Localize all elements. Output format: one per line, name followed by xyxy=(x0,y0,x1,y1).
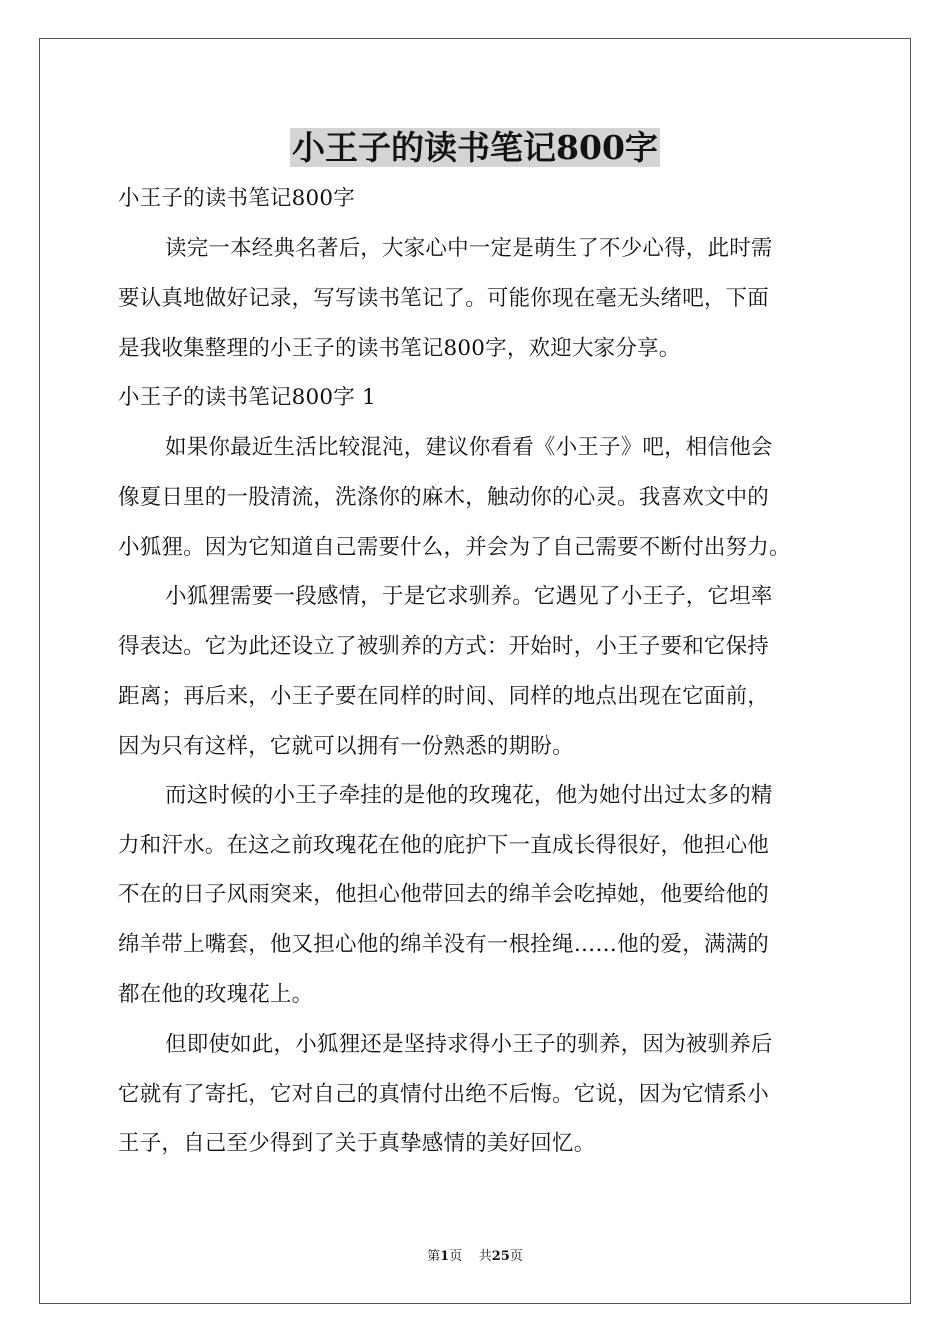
total-suffix: 页 xyxy=(509,1249,523,1264)
paragraph-line: 而这时候的小王子牵挂的是他的玫瑰花，他为她付出过太多的精 xyxy=(165,783,773,808)
paragraph-line: 都在他的玫瑰花上。 xyxy=(118,982,314,1007)
total-prefix: 共 xyxy=(478,1249,492,1264)
paragraph-line: 不在的日子风雨突来，他担心他带回去的绵羊会吃掉她，他要给他的 xyxy=(118,882,770,907)
page-footer xyxy=(0,1248,950,1266)
section-heading: 小王子的读书笔记800字 1 xyxy=(118,385,376,410)
paragraph-line: 小狐狸。因为它知道自己需要什么，并会为了自己需要不断付出努力。 xyxy=(118,535,791,560)
paragraph-line: 要认真地做好记录，写写读书笔记了。可能你现在毫无头绪吧，下面 xyxy=(118,286,770,311)
paragraph-line: 像夏日里的一股清流，洗涤你的麻木，触动你的心灵。我喜欢文中的 xyxy=(118,485,770,510)
page-suffix: 页 xyxy=(449,1249,463,1264)
page-number: 1 xyxy=(440,1249,450,1264)
page-border xyxy=(39,38,911,1304)
paragraph-line: 读完一本经典名著后，大家心中一定是萌生了不少心得，此时需 xyxy=(165,236,773,261)
paragraph-line: 得表达。它为此还设立了被驯养的方式：开始时，小王子要和它保持 xyxy=(118,634,770,659)
paragraph-line: 小狐狸需要一段感情，于是它求驯养。它遇见了小王子，它坦率 xyxy=(165,584,773,609)
paragraph-line: 它就有了寄托，它对自己的真情付出绝不后悔。它说，因为它情系小 xyxy=(118,1082,770,1107)
paragraph-line: 是我收集整理的小王子的读书笔记800字，欢迎大家分享。 xyxy=(118,336,681,361)
document-title xyxy=(0,125,950,171)
paragraph-line: 如果你最近生活比较混沌，建议你看看《小王子》吧，相信他会 xyxy=(165,435,773,460)
paragraph-line: 力和汗水。在这之前玫瑰花在他的庇护下一直成长得很好，他担心他 xyxy=(118,833,770,858)
paragraph-line: 因为只有这样，它就可以拥有一份熟悉的期盼。 xyxy=(118,734,574,759)
total-pages: 25 xyxy=(491,1249,510,1264)
subtitle: 小王子的读书笔记800字 xyxy=(118,186,355,211)
paragraph-line: 但即使如此，小狐狸还是坚持求得小王子的驯养，因为被驯养后 xyxy=(165,1032,773,1057)
paragraph-line: 绵羊带上嘴套，他又担心他的绵羊没有一根拴绳……他的爱，满满的 xyxy=(118,932,770,957)
page-prefix: 第 xyxy=(427,1249,441,1264)
paragraph-line: 距离；再后来，小王子要在同样的时间、同样的地点出现在它面前， xyxy=(118,684,770,709)
document-title-text: 小王子的读书笔记800字 xyxy=(292,128,658,167)
paragraph-line: 王子，自己至少得到了关于真挚感情的美好回忆。 xyxy=(118,1131,596,1156)
